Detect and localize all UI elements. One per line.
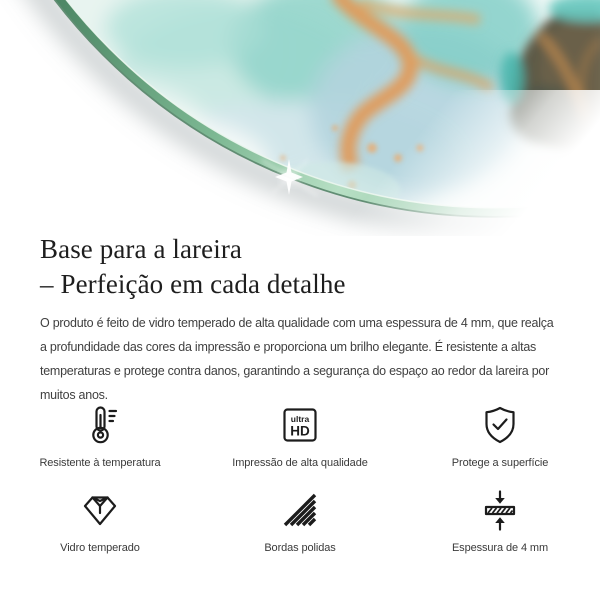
description-line: muitos anos. bbox=[40, 388, 108, 402]
feature-tempered-glass bbox=[0, 487, 200, 554]
page-title-line2: – Perfeição em cada detalhe bbox=[40, 269, 346, 299]
thickness-icon bbox=[478, 487, 522, 533]
feature-label: Protege a superfície bbox=[451, 457, 549, 469]
features-grid bbox=[0, 402, 600, 554]
feature-label: Bordas polidas bbox=[264, 542, 336, 554]
shield-check-icon bbox=[478, 402, 522, 448]
description-line: a profundidade das cores da impressão e proporciona um brilho elegante. É resistente a altas bbox=[40, 340, 537, 354]
description-line: temperaturas e protege contra danos, garantindo a segurança do espaço ao redor da lareira por bbox=[40, 364, 550, 378]
feature-label: Vidro temperado bbox=[60, 542, 140, 554]
description-line: O produto é feito de vidro temperado de alta qualidade com uma espessura de 4 mm, que realça bbox=[40, 316, 554, 330]
feature-label: Espessura de 4 mm bbox=[451, 542, 549, 554]
polished-edges-icon bbox=[278, 487, 322, 533]
photo-fade bbox=[350, 90, 600, 236]
thermometer-icon bbox=[78, 402, 122, 448]
svg-text:HD: HD bbox=[290, 423, 310, 439]
product-photo bbox=[0, 0, 600, 236]
feature-polished-edges bbox=[200, 487, 400, 554]
feature-thickness bbox=[400, 487, 600, 554]
feature-protection bbox=[400, 402, 600, 469]
product-description bbox=[40, 311, 564, 407]
page-title bbox=[40, 232, 570, 302]
feature-label: Impressão de alta qualidade bbox=[232, 457, 368, 469]
feature-temperature bbox=[0, 402, 200, 469]
feature-label: Resistente à temperatura bbox=[39, 457, 161, 469]
svg-text:ultra: ultra bbox=[290, 414, 310, 424]
ultra-hd-icon bbox=[278, 402, 322, 448]
diamond-icon bbox=[78, 487, 122, 533]
glass-panel-image bbox=[0, 0, 600, 236]
feature-print-quality bbox=[200, 402, 400, 469]
page-title-line1: Base para a lareira bbox=[40, 234, 243, 264]
